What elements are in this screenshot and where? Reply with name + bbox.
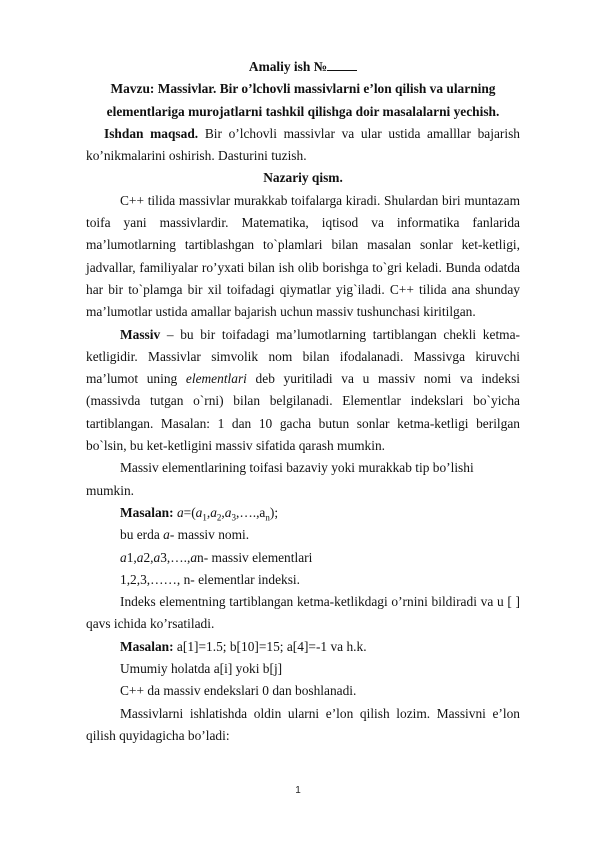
elems-b: 1, (126, 549, 137, 565)
paragraph-2 (86, 324, 520, 458)
ex1-f: , (221, 504, 225, 520)
paragraph-6: C++ da massiv endekslari 0 dan boshlanadi. (120, 683, 357, 699)
ex1-a: a (176, 504, 184, 520)
elems-e: a (153, 549, 161, 565)
ex1-e: a (210, 504, 217, 520)
title-blank (327, 59, 357, 71)
elems-h: n- massiv elementlari (197, 549, 313, 565)
paragraph-7: Massivlarni ishlatishda oldin ularni e’lon qilish lozim. Massivni e’lon qilish quyidagicha bo’ladi: (86, 705, 520, 743)
paragraph-2-part-a: – bu bir toifadagi ma’lumotlarning tartiblangan chekli ketma-ketligidir. Massivlar simvolik nom bilan ifodalanadi. Massivga kiruvchi ma’lumot uning (86, 326, 520, 387)
paragraph-1: C++ tilida massivlar murakkab toifalarga kiradi. Shulardan biri muntazam toifa yani massivlardir. Matematika, iqtisod va informatika fanlarida ma’lumotlarning tartiblashgan to`plamlari bilan masalan sonlar ket-ketligi, jadvallar, familiyalar ro’yxati bilan ish olib borishga to`gri keladi. Bunda odatda har bir to`plamga bir xil toifadagi qiymatlar yig`iladi. C++ tilida ana shunday ma’lumotlar ustida amallar bajarish uchun massiv tushunchasi kiritilgan. (86, 192, 520, 320)
ex1-c: a (195, 504, 203, 520)
example-2 (86, 636, 520, 658)
topic-line-2 (86, 101, 520, 123)
name-c: - massiv nomi. (169, 527, 250, 543)
paragraph-4: Indeks elementning tartiblangan ketma-ketlikdagi o’rnini bildiradi va u [ ] qavs ichida ko’rsatiladi. (86, 594, 520, 632)
page-title (86, 56, 520, 78)
paragraph-2-part-b: deb yuritiladi va u massiv nomi va indeksi (massivda tutgan o`rni) bilan belgilanadi. Elementlar indekslari bo`yicha tartiblangan. Masalan: 1 dan 10 gacha butun sonlar ketma-ketligi berilgan bo`lsin, bu ket-ketligini massiv sifatida qarash mumkin. (86, 371, 520, 454)
section-title: Nazariy qism. (263, 170, 343, 186)
line-array-elements (86, 547, 520, 569)
ex1-s2: 2 (216, 512, 222, 523)
term-massiv: Massiv (120, 326, 161, 342)
ex1-s3: 3 (231, 512, 236, 523)
topic-label: Mavzu (110, 81, 150, 97)
ex1-i: ); (269, 504, 279, 520)
term-elementlari: elementlari (185, 371, 247, 387)
ex1-d: , (206, 504, 211, 520)
purpose-label: Ishdan maqsad. (104, 125, 199, 141)
purpose-paragraph (86, 123, 520, 168)
purpose-text: Bir o’lchovli massivlar va ular ustida amalllar bajarish ko’nikmalarini oshirish. Dasturini tuzish. (86, 125, 520, 164)
example-1 (86, 502, 520, 524)
example-1-label: Masalan: (120, 504, 174, 520)
elems-c: a (136, 549, 144, 565)
name-b: a (163, 527, 170, 543)
ex1-sn: n (265, 512, 270, 523)
example-2-label: Masalan: (120, 638, 174, 654)
elems-a: a (120, 549, 127, 565)
title-text: Amaliy ish № (248, 59, 328, 74)
page-number: 1 (295, 785, 301, 796)
example-2-text: a[1]=1.5; b[10]=15; a[4]=-1 va h.k. (173, 638, 367, 654)
line-indices: 1,2,3,……, n- elementlar indeksi. (120, 571, 300, 587)
topic-line-1: Mavzu: Massivlar. Bir o’lchovli massivlarni e’lon qilish va ularning (110, 81, 496, 97)
ex1-s1: 1 (202, 512, 207, 523)
paragraph-5: Umumiy holatda a[i] yoki b[j] (120, 661, 283, 677)
topic-text-2: elementlariga murojatlarni tashkil qilishga doir masalalarni yechish. (106, 103, 500, 119)
page-content (86, 56, 520, 747)
name-a: bu erda (120, 527, 164, 543)
paragraph-3: Massiv elementlarining toifasi bazaviy yoki murakkab tip bo’lishi mumkin. (86, 460, 474, 498)
ex1-h: ,….,a (235, 504, 266, 520)
elems-g: a (190, 549, 198, 565)
elems-f: 3,…., (160, 549, 191, 565)
topic-text-1: Massivlar. Bir o’lchovli massivlarni e’lon qilish va ularning (157, 81, 496, 97)
ex1-g: a (224, 504, 232, 520)
line-array-name (86, 524, 520, 546)
elems-d: 2, (143, 549, 154, 565)
ex1-b: =( (183, 504, 196, 520)
